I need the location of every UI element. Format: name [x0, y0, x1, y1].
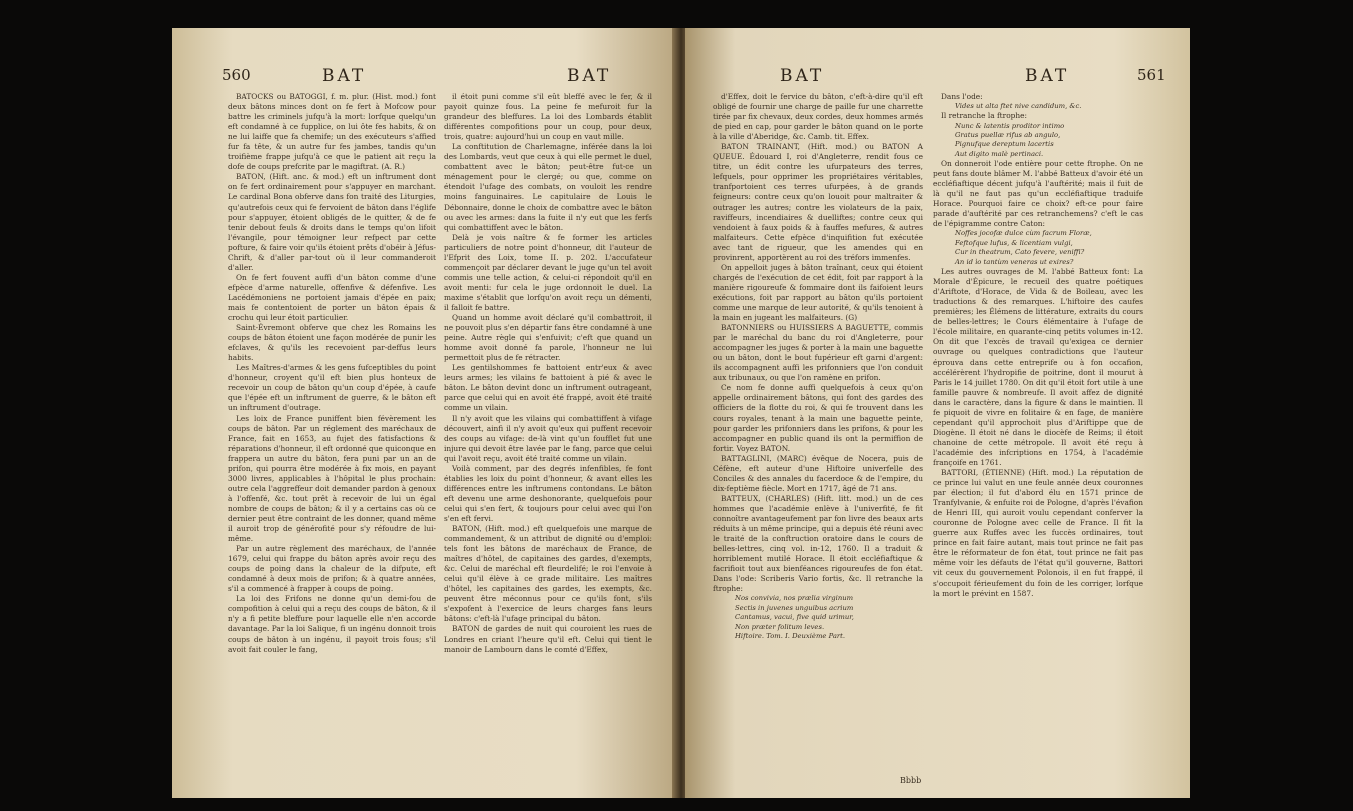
paragraph: Il n'y avoit que les vilains qui combattiffent à vifage découvert, ainfi il n'y avoit qu'eux qui puffent recevoir des coups au vifage: de-là vint qu'un foufflet fut une injure qui devoit être lavée par le fang, parce que celui qui l'avoit reçu, avoit été traité comme un vilain. [444, 413, 652, 463]
paragraph: Voilà comment, par des degrés infenfibles, fe font établies les loix du point d'honneur, & avant elles les différences entre les inftrumens contondans. Le bâton eft devenu une arme deshonorante, quelquefois pour celui qui s'en fert, & toujours pour celui avec qui l'on s'en eft fervi. [444, 463, 652, 523]
verse-line: Cur in theatrum, Cato fevere, veniffi? [955, 248, 1085, 257]
paragraph: Delà je vois naître & fe former les articles particuliers de notre point d'honneur, dit l'auteur de l'Efprit des Loix, tome II. p. 202. L'accufateur commençoit par déclarer devant le juge qu'un tel avoit commis une telle action, & celui-ci répondoit qu'il en avoit menti: fur cela le juge ordonnoit le duel. La maxime s'établit que lorfqu'on avoit reçu un démenti, il falloit fe battre. [444, 232, 652, 312]
paragraph: Quand un homme avoit déclaré qu'il combattroit, il ne pouvoit plus s'en départir fans être condamné à une peine. Autre règle qui s'enfuivit; c'eft que quand un homme avoit donné fa parole, l'honneur ne lui permettoit plus de fe rétracter. [444, 313, 652, 363]
right-page-column-1 [713, 92, 923, 641]
right-page-column-2 [933, 92, 1143, 599]
verse-line: Cantamus, vacui, five quid urimur, [735, 613, 854, 622]
gathering-mark: Bbbb [900, 776, 922, 785]
paragraph: BATON de gardes de nuit qui couroient les rues de Londres en criant l'heure qu'il eft. Celui qui tient le manoir de Lambourn dans le comté d'Effex, [444, 624, 652, 654]
paragraph: Vides ut alta ftet nive candidum, &c. [955, 102, 1082, 111]
running-head-right: BAT [567, 66, 612, 86]
paragraph: Saint-Évremont obferve que chez les Romains les coups de bâton étoient une façon modérée de punir les efclaves, & qu'ils les recevoient par-deffus leurs habits. [228, 323, 436, 363]
running-head-left: BAT [322, 66, 367, 86]
page-number: 561 [1137, 66, 1166, 84]
running-head-right: BAT [1025, 66, 1070, 86]
verse-line: Nunc & latentis proditor intimo [955, 121, 1065, 130]
paragraph: BATONNIERS ou HUISSIERS A BAGUETTE, commis par le maréchal du banc du roi d'Angleterre, pour accompagner les juges & porter à la main une baguette ou un bâton, dont le bout fupérieur eft garni d'argent: ils accompagnent auffi les prifonniers que l'on conduit aux tribunaux, ou que l'on ramène en prifon. [713, 323, 923, 383]
paragraph: Les Maîtres-d'armes & les gens fufceptibles du point d'honneur, croyent qu'il eft bien plus honteux de recevoir un coup de bâton qu'un coup d'épée, à caufe que l'épée eft un inftrument de guerre, & le bâton eft un inftrument d'outrage. [228, 363, 436, 413]
paragraph: Les loix de France puniffent bien févèrement les coups de bâton. Par un réglement des maréchaux de France, fait en 1653, au fujet des fatisfactions & réparations d'honneur, il eft ordonné que quiconque en frappera un autre du bâton, fera puni par un an de prifon, qui pourra être modérée à fix mois, en payant 3000 livres, applicables à l'hôpital le plus prochain: outre cela l'aggreffeur doit demander pardon à genoux à l'offenfé, &c. tout prêt à recevoir de lui un égal nombre de coups de bâton; & il y a certains cas où ce dernier peut être contraint de les donner, quand même il auroit trop de générofité pour s'y réfoudre de lui-même. [228, 413, 436, 544]
paragraph: On appelloit juges à bâton traînant, ceux qui étoient chargés de l'exécution de cet édit, foit par rapport à la manière rigoureufe & fommaire dont ils faifoient leurs exécutions, foit par rapport au bâton qu'ils portoient comme une marque de leur autorité, & qu'ils tenoient à la main en jugeant les malfaiteurs. (G) [713, 262, 923, 323]
verse-line: Gratus puellæ rifus ab angulo, [955, 130, 1061, 139]
running-head-left: BAT [780, 66, 825, 86]
left-page [172, 28, 677, 798]
verse-line: Aut digito malè pertinaci. [955, 149, 1044, 158]
paragraph: La conftitution de Charlemagne, inférée dans la loi des Lombards, veut que ceux à qui elle permet le duel, combattent avec le bâton; peut-être fut-ce un ménagement pour le clergé; ou que, comme on étendoit l'ufage des combats, on vouloit les rendre moins fanguinaires. Le capitulaire de Louis le Débonnaire, donne le choix de combattre avec le bâton ou avec les armes: dans la fuite il n'y eut que les ferfs qui combattiffent avec le bâton. [444, 142, 652, 232]
page-number: 560 [222, 66, 251, 84]
paragraph: Les autres ouvrages de M. l'abbé Batteux font: La Morale d'Épicure, le recueil des quatre poétiques d'Ariftote, d'Horace, de Vida & de Boileau, avec les traductions & des remarques. L'hiftoire des caufes premières; les Élémens de littérature, extraits du cours de belles-lettres; le Cours élémentaire à l'ufage de l'école militaire, en quarante-cinq petits volumes in-12. On dit que l'excès de travail qu'exigea ce dernier ouvrage ou quelques contradictions que l'auteur éprouva dans cette entreprife ou à fon occafion, accélérèrent l'hydropifie de poitrine, dont il mourut à Paris le 14 juillet 1780. On dit qu'il étoit fort utile à une famille pauvre & nombreufe. Il avoit affez de dignité dans le caractère, dans la figure & dans le maintien. Il fe piquoit de vivre en folitaire & en fage, de manière cependant qu'il approchoit plus d'Ariftippe que de Diogène. Il étoit né dans le diocèfe de Reims; il étoit chanoine de cette métropole. Il avoit été reçu à l'académie des infcriptions en 1754, à l'académie françoife en 1761. [933, 267, 1143, 467]
verse-line: An id ìo tantùm veneras ut exires? [955, 257, 1074, 266]
verse-line: Nos convivia, nos prælia virginum [735, 594, 854, 603]
right-page [685, 28, 1190, 798]
paragraph: BATON, (Hift. anc. & mod.) eft un inftrument dont on fe fert ordinairement pour s'appuyer en marchant. Le cardinal Bona obferve dans fon traité des Liturgies, qu'autrefois ceux qui fe fervoient de bâton dans l'églife pour s'appuyer, étoient obligés de le quitter, & de fe tenir debout feuls & droits dans le temps qu'on lifoit l'évangile, pour témoigner leur refpect par cette pofture, & faire voir qu'ils étoient prêts d'obéir à Jéfus-Chrift, & d'aller par-tout où il leur commanderoit d'aller. [228, 172, 436, 272]
verse-line: Pignufque dereptum lacertis [955, 140, 1054, 149]
paragraph: BATON TRAINANT, (Hift. mod.) ou BATON A QUEUE. Édouard I, roi d'Angleterre, rendit fous ce titre, un édit contre les ufurpateurs des terres, lefquels, pour opprimer les propriétaires véritables, tranfportoient ces terres ufurpées, à de grands feigneurs: contre ceux qu'on louoit pour maltraiter & outrager les autres; contre les violateurs de la paix, raviffeurs, incendiaires & duelliftes; contre ceux qui vendoient à faux poids & à fauffes mefures, & autres malfaiteurs. Cette efpèce d'inquifition fut exécutée avec tant de rigueur, que les amendes qui en provinrent, apportèrent au roi des tréfors immenfes. [713, 142, 923, 262]
left-page-column-2 [444, 92, 652, 655]
verse-line: Sectis in juvenes unguibus acrium [735, 603, 854, 612]
paragraph: Il retranche la ftrophe: [941, 111, 1027, 121]
paragraph: BATTORI, (ÉTIENNE) (Hift. mod.) La réputation de ce prince lui valut en une feule année deux couronnes par élection; il fut d'abord élu en 1571 prince de Tranfylvanie, & enfuite roi de Pologne, d'après l'évafion de Henri III, qui auroit voulu cependant conferver la couronne de Pologne avec celle de France. Il fit la guerre aux Ruffes avec les fuccès ordinaires, tout prince en fait faire autant, mais tout prince ne fait pas être le réformateur de fon état, tout prince ne fait pas même voir les défauts de l'état qu'il gouverne, Battori vit ceux du gouvernement Polonois, il en fut frappé, il s'occupoit férieufement du foin de les corriger, lorfque la mort le prévint en 1587. [933, 468, 1143, 598]
paragraph: il étoit puni comme s'il eût bleffé avec le fer, & il payoit quinze fous. La peine fe mefuroit fur la grandeur des bleffures. La loi des Lombards établit différentes compofitions pour un coup, pour deux, trois, quatre: aujourd'hui un coup en vaut mille. [444, 92, 652, 142]
paragraph: BATTAGLINI, (MARC) évêque de Nocera, puis de Céfène, eft auteur d'une Hiftoire univerfelle des Conciles & des annales du facerdoce & de l'empire, du dix-feptième fiècle. Mort en 1717, âgé de 71 ans. [713, 453, 923, 493]
paragraph: BATTEUX, (CHARLES) (Hift. litt. mod.) un de ces hommes que l'académie enlève à l'univerfité, fe fit connoître avantageufement par fon livre des beaux arts réduits à un même principe, qui a depuis été réuni avec le traité de la conftruction oratoire dans le cours de belles-lettres, cinq vol. in-12, 1760. Il a traduit & horriblement mutilé Horace. Il étoit eccléfiaftique & facrifioit tout aux bienféances rigoureufes de fon état. Dans l'ode: Scriberis Vario fortis, &c. Il retranche la ftrophe: [713, 493, 923, 594]
left-page-column-1 [228, 92, 436, 655]
verse-line: Feftofque lufus, & licentiam vulgi, [955, 238, 1073, 247]
verse-line: Non præter folitum leves. [735, 622, 825, 631]
paragraph: Par un autre règlement des maréchaux, de l'année 1679, celui qui frappe du bâton après avoir reçu des coups de poing dans la chaleur de la difpute, eft condamné à deux mois de prifon; & à quatre années, s'il a commencé à frapper à coups de poing. [228, 544, 436, 594]
open-book [172, 28, 1190, 798]
paragraph: BATOCKS ou BATOGGI, f. m. plur. (Hist. mod.) font deux bâtons minces dont on fe fert à Mofcow pour battre les criminels jufqu'à la mort: lorfque quelqu'un eft condamné à ce fupplice, on lui ôte fes habits, & on ne lui laiffe que fa chemife; un des exécuteurs s'affied fur fa tête, & un autre fur fes jambes, tandis qu'un troifième frappe jufqu'à ce que le patient ait reçu la dofe de coups prefcrite par le magiftrat. (A. R.) [228, 92, 436, 172]
paragraph: Les gentilshommes fe battoient entr'eux & avec leurs armes; les vilains fe battoient à pié & avec le bâton. Le bâton devint donc un inftrument outrageant, parce que celui qui en avoit été frappé, avoit été traité comme un vilain. [444, 363, 652, 413]
paragraph: Ce nom fe donne auffi quelquefois à ceux qu'on appelle ordinairement bâtons, qui font des gardes des officiers de la flotte du roi, & qui fe trouvent dans les cours royales, tenant à la main une baguette peinte, pour garder les prifonniers dans les prifons, & pour les accompagner en public quand ils ont la permiffion de fortir. Voyez BATON. [713, 383, 923, 453]
paragraph: On donneroit l'ode entière pour cette ftrophe. On ne peut fans doute blâmer M. l'abbé Batteux d'avoir été un eccléfiaftique décent jufqu'à l'auftérité; mais il fuit de là qu'il ne faut pas qu'un eccléfiaftique traduife Horace. Pourquoi faire ce choix? eft-ce pour faire parade d'auftérité par ces retranchemens? c'eft le cas de l'épigramme contre Caton: [933, 159, 1143, 229]
paragraph: BATON, (Hift. mod.) eft quelquefois une marque de commandement, & un attribut de dignité ou d'emploi: tels font les bâtons de maréchaux de France, de maîtres d'hôtel, de capitaines des gardes, d'exempts, &c. Celui de maréchal eft fleurdelifé; le roi l'envoie à celui qu'il élève à ce grade militaire. Les maîtres d'hôtel, les capitaines des gardes, les exempts, &c. peuvent être méconnus pour ce qu'ils font, s'ils s'expofent à l'exercice de leurs charges fans leurs bâtons: c'eft-là l'ufage principal du bâton. [444, 524, 652, 624]
signature-line: Hiftoire. Tom. I. Deuxième Part. [735, 631, 846, 640]
paragraph: On fe fert fouvent auffi d'un bâton comme d'une efpèce d'arme naturelle, offenfive & défenfive. Les Lacédémoniens ne portoient jamais d'épée en paix; mais fe contentoient de porter un bâton épais & crochu qui leur étoit particulier. [228, 272, 436, 323]
verse-line: Noffes jocofæ dulce cùm facrum Floræ, [955, 229, 1092, 238]
paragraph: d'Effex, doit le fervice du bâton, c'eft-à-dire qu'il eft obligé de fournir une charge de paille fur une charrette tirée par fix chevaux, deux cordes, deux hommes armés de pied en cap, pour garder le bâton quand on le porte à la ville d'Aberidge, &c. Camb. tit. Effex. [713, 92, 923, 142]
paragraph: Dans l'ode: [941, 92, 983, 101]
paragraph: La loi des Frifons ne donne qu'un demi-fou de compofition à celui qui a reçu des coups de bâton, & il n'y a fi petite bleffure pour laquelle elle n'en accorde davantage. Par la loi Salique, fi un ingénu donnoit trois coups de bâton à un ingénu, il payoit trois fous; s'il avoit fait couler le fang, [228, 594, 436, 654]
